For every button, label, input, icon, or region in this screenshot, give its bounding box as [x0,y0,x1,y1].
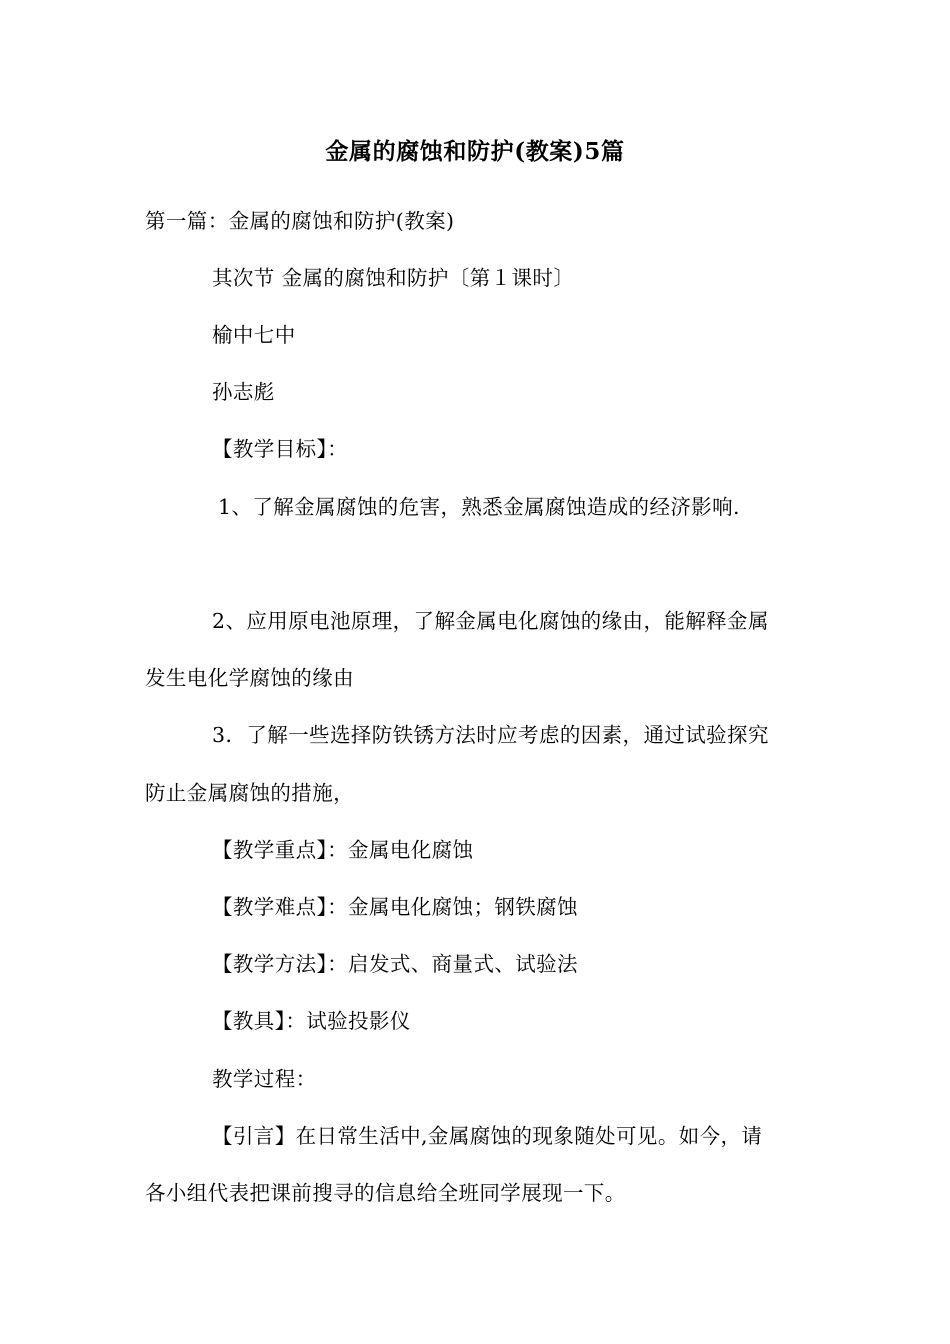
objective-1: 1、了解金属腐蚀的危害，熟悉金属腐蚀造成的经济影响. [218,495,740,519]
teaching-process-heading: 教学过程： [212,1067,317,1091]
introduction-line-2: 各小组代表把课前搜寻的信息给全班同学展现一下。 [145,1181,626,1205]
objective-2-line-1: 2、应用原电池原理，了解金属电化腐蚀的缘由，能解释金属 [212,609,769,633]
objective-3-line-2: 防止金属腐蚀的措施， [145,781,354,805]
objective-2-line-2: 发生电化学腐蚀的缘由 [145,666,354,690]
teaching-aids: 【教具】：试验投影仪 [212,1009,411,1033]
author-name: 孙志彪 [212,380,275,404]
introduction-line-1: 【引言】在日常生活中,金属腐蚀的现象随处可见。如今，请 [212,1124,763,1148]
section-heading: 第一篇：金属的腐蚀和防护(教案) [145,209,455,233]
document-title: 金属的腐蚀和防护(教案)5篇 [325,138,625,165]
lesson-title: 其次节 金属的腐蚀和防护〔第１课时〕 [212,266,575,290]
school-name: 榆中七中 [212,323,296,347]
objectives-heading: 【教学目标】： [212,437,349,461]
objective-3-line-1: 3．了解一些选择防铁锈方法时应考虑的因素，通过试验探究 [212,723,769,747]
key-point: 【教学重点】：金属电化腐蚀 [212,838,474,862]
teaching-method: 【教学方法】：启发式、商量式、试验法 [212,952,578,976]
difficult-point: 【教学难点】：金属电化腐蚀；钢铁腐蚀 [212,895,578,919]
